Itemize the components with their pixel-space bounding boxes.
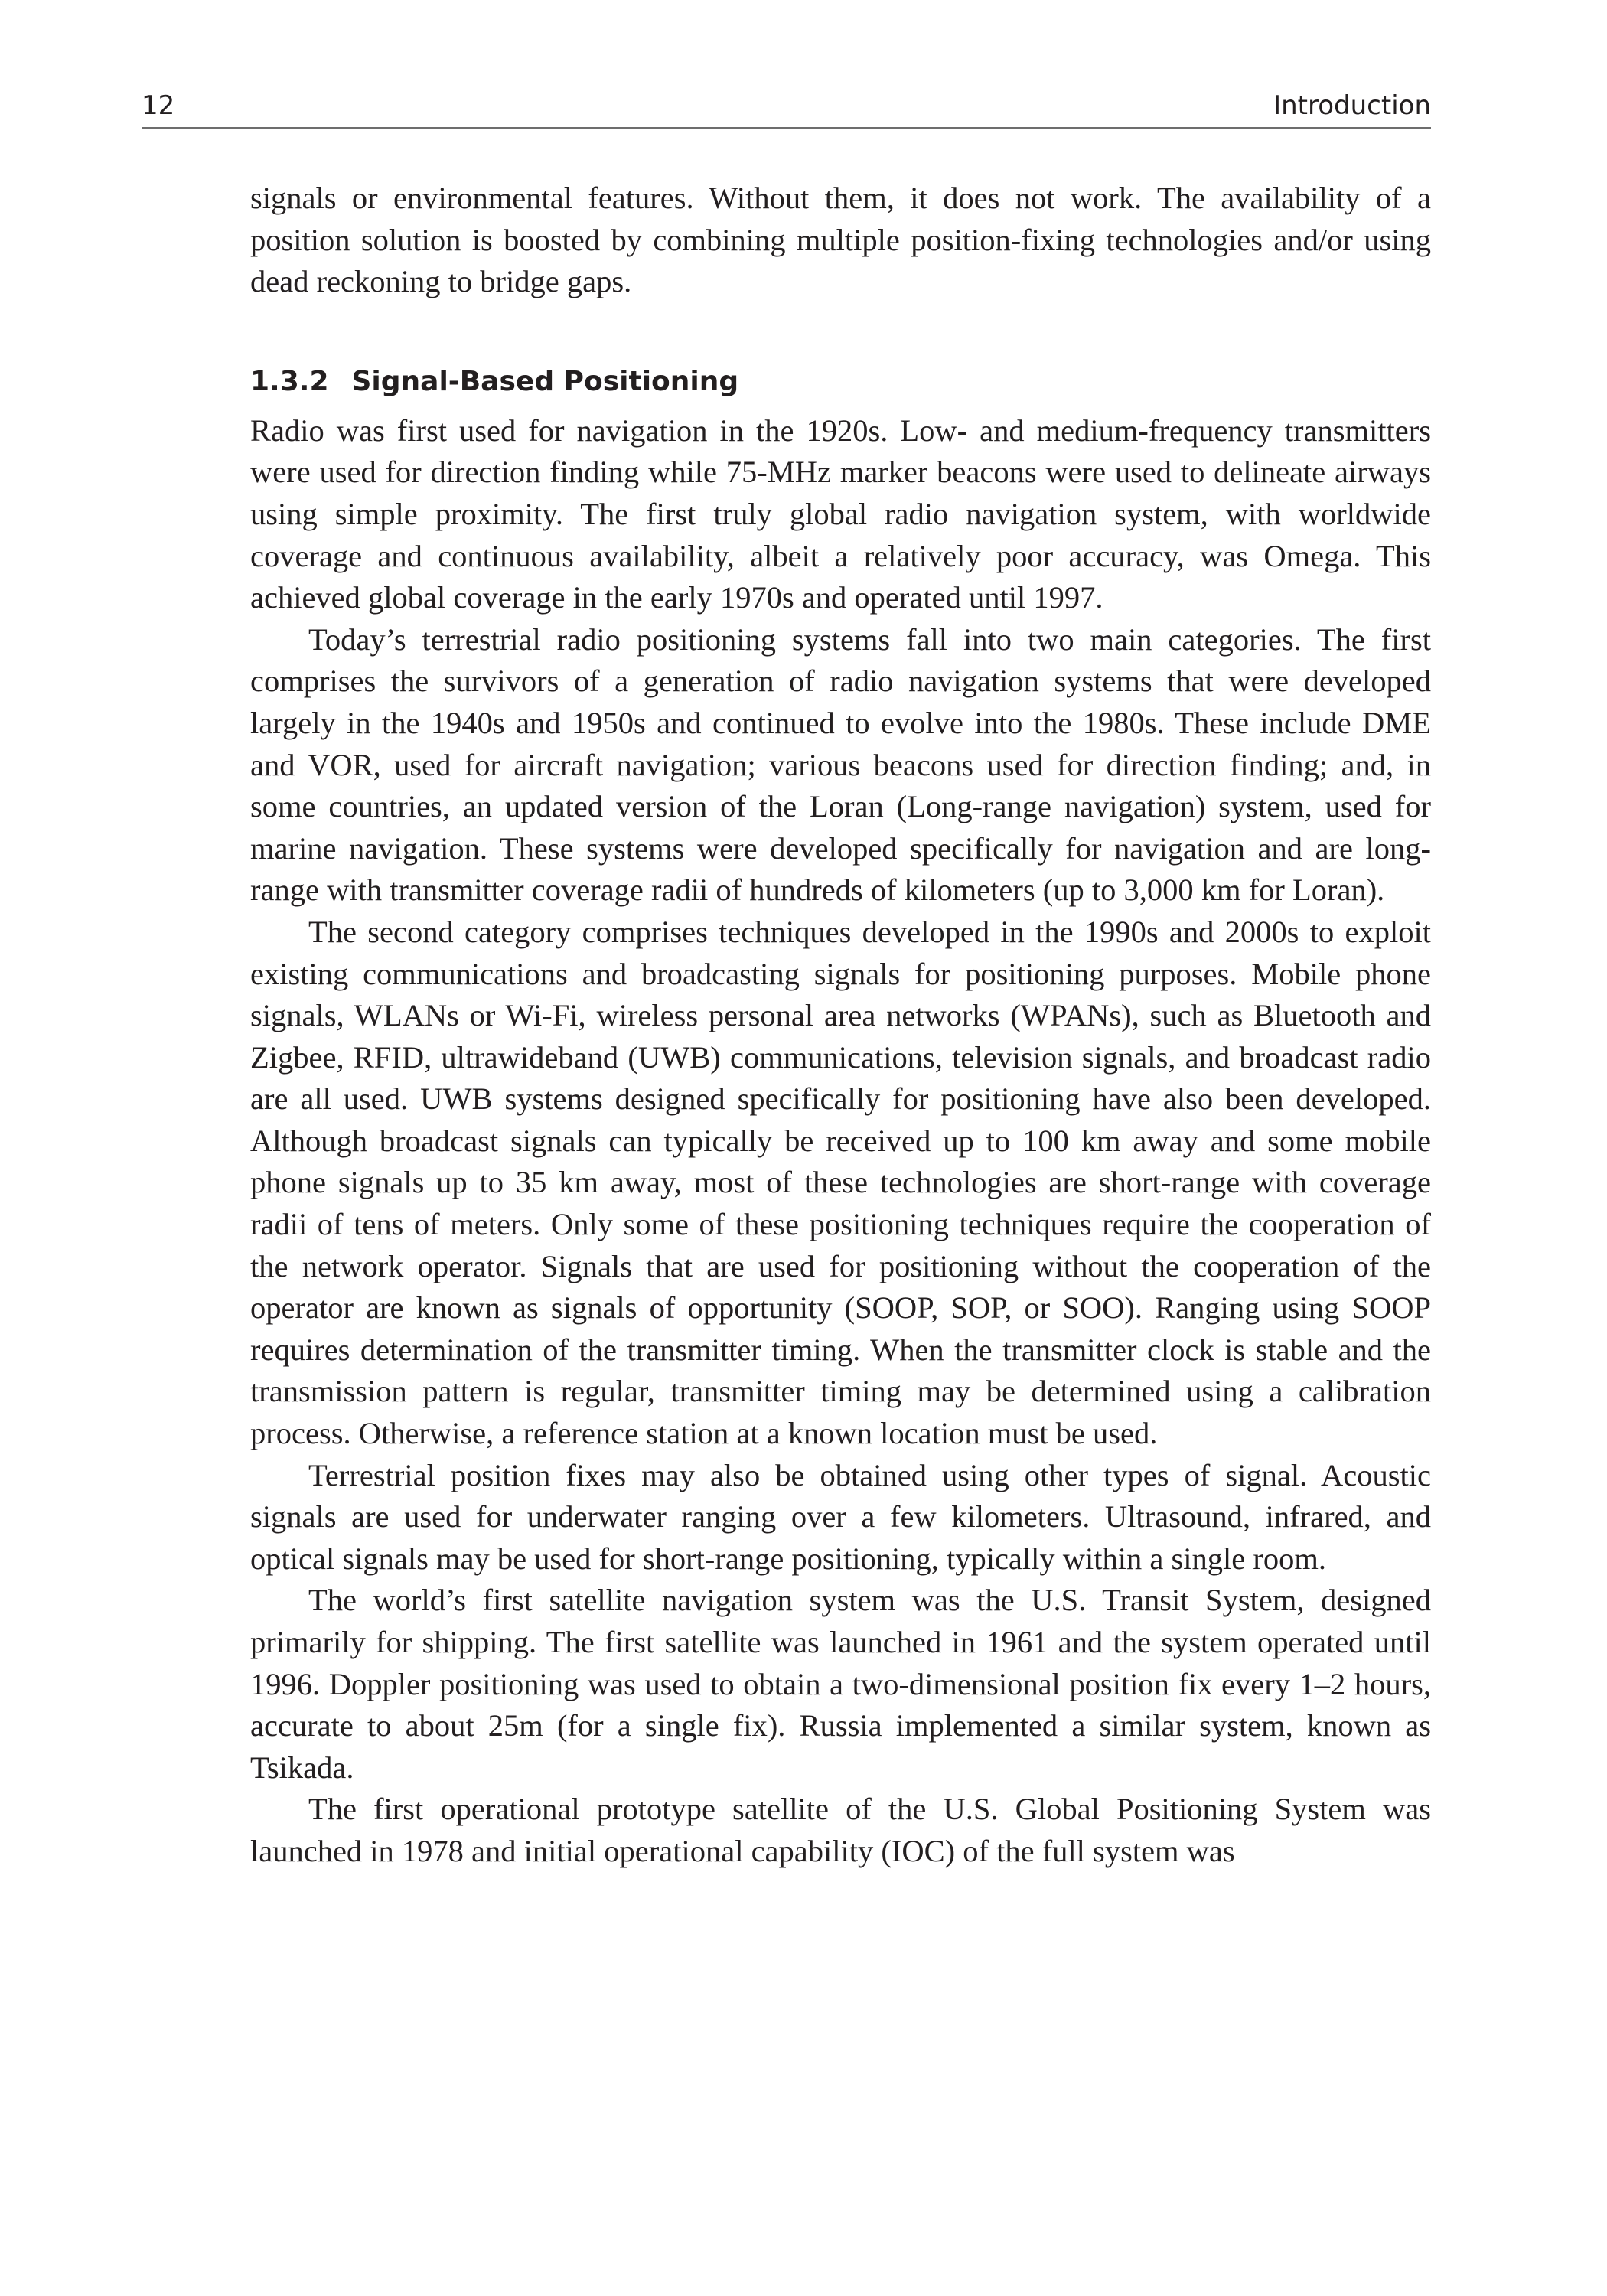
- paragraph-other-signals: Terrestrial position fixes may also be obtained using other types of signal. Acoustic signals are used for underwater ranging over a few kilometers. Ultrasound, infrared, and optical signals may be used for short-range positioning, typically within a single room.: [250, 1457, 1431, 1576]
- paragraph-gps: The first operational prototype satellite of the U.S. Global Positioning System was launched in 1978 and initial operational capability (IOC) of the full system was: [250, 1792, 1431, 1868]
- body-text: [250, 178, 1431, 1873]
- paragraph-transit-system: The world’s first satellite navigation system was the U.S. Transit System, designed primarily for shipping. The first satellite was launched in 1961 and the system operated until 1996. Doppler positioning was used to obtain a two-dimensional position fix every 1–2 hours, accurate to about 25m (for a single fix). Russia implemented a similar system, known as Tsikada.: [250, 1583, 1431, 1785]
- running-head: [142, 89, 1431, 129]
- section-heading: [250, 364, 1431, 400]
- paragraph-continued: signals or environmental features. Without them, it does not work. The availability of a position solution is boosted by combining multiple position-fixing technologies and/or using dead reckoning to bridge gaps.: [250, 181, 1431, 299]
- paragraph-radio-history: Radio was first used for navigation in the 1920s. Low- and medium-frequency transmitters were used for direction finding while 75-MHz marker beacons were used to delineate airways using simple proximity. The first truly global radio navigation system, with worldwide coverage and continuous availability, albeit a relatively poor accuracy, was Omega. This achieved global coverage in the early 1970s and operated until 1997.: [250, 413, 1431, 615]
- page-number: 12: [142, 90, 175, 121]
- section-number: 1.3.2: [250, 365, 329, 397]
- chapter-title: Introduction: [1273, 90, 1431, 121]
- paragraph-terrestrial-categories: Today’s terrestrial radio positioning systems fall into two main categories. The first comprises the survivors of a generation of radio navigation systems that were developed largely in the 1940s and 1950s and continued to evolve into the 1980s. These include DME and VOR, used for aircraft navigation; various beacons used for direction finding; and, in some countries, an updated version of the Loran (Long-range navigation) system, used for marine navigation. These systems were developed specifically for navigation and are long-range with transmitter coverage radii of hundreds of kilometers (up to 3,000 km for Loran).: [250, 621, 1431, 908]
- paragraph-second-category: The second category comprises techniques developed in the 1990s and 2000s to exploit existing communications and broadcasting signals for positioning purposes. Mobile phone signals, WLANs or Wi-Fi, wireless personal area networks (WPANs), such as Bluetooth and Zigbee, RFID, ultrawideband (UWB) communications, television signals, and broadcast radio are all used. UWB systems designed specifically for positioning have also been developed. Although broadcast signals can typically be received up to 100 km away and some mobile phone signals up to 35 km away, most of these technologies are short-range with coverage radii of tens of meters. Only some of these positioning techniques require the cooperation of the network operator. Signals that are used for positioning without the cooperation of the operator are known as signals of opportunity (SOOP, SOP, or SOO). Ranging using SOOP requires determination of the transmitter timing. When the transmitter clock is stable and the transmission pattern is regular, transmitter timing may be determined using a calibration process. Otherwise, a reference station at a known location must be used.: [250, 914, 1431, 1451]
- section-title: Signal-Based Positioning: [351, 365, 739, 397]
